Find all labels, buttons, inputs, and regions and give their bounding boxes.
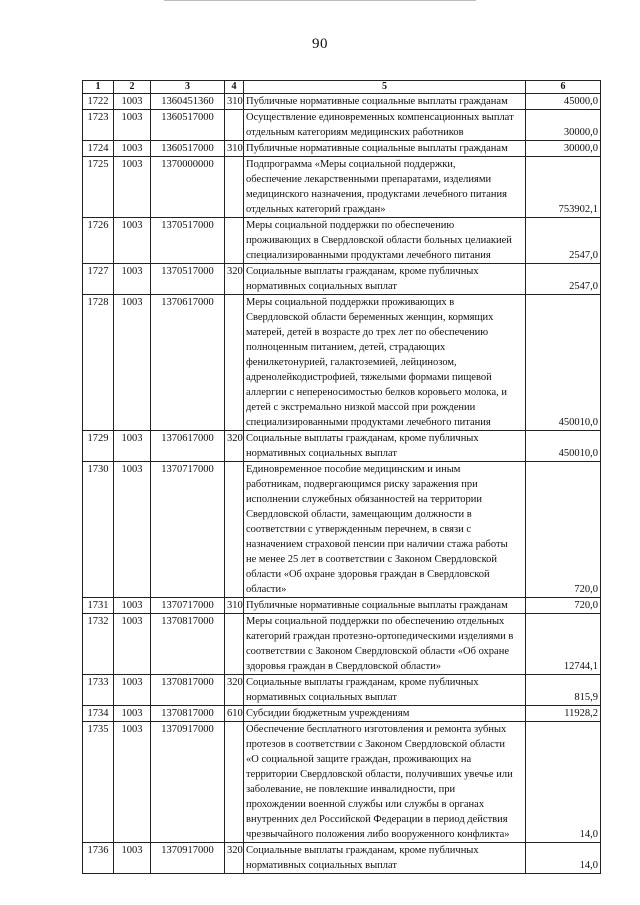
description-cell: Публичные нормативные социальные выплаты гражданам xyxy=(244,598,526,614)
target-article-cell: 1370717000 xyxy=(151,598,225,614)
description-cell: Публичные нормативные социальные выплаты гражданам xyxy=(244,94,526,110)
table-row xyxy=(83,706,601,722)
expense-type-cell xyxy=(225,157,244,218)
description-cell: Обеспечение бесплатного изготовления и ремонта зубных протезов в соответствии с Законом Свердловской области «О социальной защите граждан, проживающих на территории Свердловской области, получивших увечье или заболевание, не повлекшие инвалидности, при прохождении военной службы или службы в органах внутренних дел Российской Федерации в период действия чрезвычайного положения либо вооруженного конфликта» xyxy=(244,722,526,843)
section-code-cell: 1003 xyxy=(114,295,151,431)
table-row xyxy=(83,843,601,874)
section-code-cell: 1003 xyxy=(114,431,151,462)
row-number-cell: 1725 xyxy=(83,157,114,218)
expense-type-cell: 320 xyxy=(225,843,244,874)
header-cell: 2 xyxy=(114,81,151,94)
section-code-cell: 1003 xyxy=(114,462,151,598)
top-rule xyxy=(164,0,476,1)
description-cell: Социальные выплаты гражданам, кроме публичных нормативных социальных выплат xyxy=(244,675,526,706)
header-cell: 6 xyxy=(526,81,601,94)
section-code-cell: 1003 xyxy=(114,722,151,843)
section-code-cell: 1003 xyxy=(114,157,151,218)
row-number-cell: 1733 xyxy=(83,675,114,706)
amount-cell: 450010,0 xyxy=(526,431,601,462)
target-article-cell: 1370817000 xyxy=(151,675,225,706)
amount-cell: 11928,2 xyxy=(526,706,601,722)
row-number-cell: 1729 xyxy=(83,431,114,462)
description-cell: Меры социальной поддержки по обеспечению отдельных категорий граждан протезно-ортопедическими изделиями в соответствии с Законом Свердловской области «Об охране здоровья граждан в Свердловской области» xyxy=(244,614,526,675)
expense-type-cell: 310 xyxy=(225,598,244,614)
target-article-cell: 1370000000 xyxy=(151,157,225,218)
description-cell: Осуществление единовременных компенсационных выплат отдельным категориям медицинских работников xyxy=(244,110,526,141)
table-row xyxy=(83,94,601,110)
target-article-cell: 1360517000 xyxy=(151,110,225,141)
row-number-cell: 1726 xyxy=(83,218,114,264)
table-row xyxy=(83,157,601,218)
header-cell: 1 xyxy=(83,81,114,94)
expense-type-cell: 610 xyxy=(225,706,244,722)
expense-type-cell xyxy=(225,218,244,264)
row-number-cell: 1727 xyxy=(83,264,114,295)
description-cell: Публичные нормативные социальные выплаты гражданам xyxy=(244,141,526,157)
section-code-cell: 1003 xyxy=(114,614,151,675)
table-row xyxy=(83,141,601,157)
target-article-cell: 1370917000 xyxy=(151,843,225,874)
description-cell: Единовременное пособие медицинским и иным работникам, подвергающимся риску заражения при исполнении служебных обязанностей на территории Свердловской области, замещающим должности в соответствии с утвержденным перечнем, в связи с назначением страховой пенсии при наличии стажа работы не менее 25 лет в соответствии с Законом Свердловской области «Об охране здоровья граждан в Свердловской области» xyxy=(244,462,526,598)
section-code-cell: 1003 xyxy=(114,675,151,706)
target-article-cell: 1370617000 xyxy=(151,431,225,462)
section-code-cell: 1003 xyxy=(114,141,151,157)
amount-cell: 2547,0 xyxy=(526,218,601,264)
section-code-cell: 1003 xyxy=(114,94,151,110)
table-row xyxy=(83,431,601,462)
table-row xyxy=(83,462,601,598)
header-cell: 5 xyxy=(244,81,526,94)
expense-type-cell: 310 xyxy=(225,94,244,110)
section-code-cell: 1003 xyxy=(114,218,151,264)
expense-type-cell: 310 xyxy=(225,141,244,157)
amount-cell: 753902,1 xyxy=(526,157,601,218)
row-number-cell: 1724 xyxy=(83,141,114,157)
budget-table xyxy=(82,80,601,874)
table-row xyxy=(83,264,601,295)
section-code-cell: 1003 xyxy=(114,843,151,874)
amount-cell: 815,9 xyxy=(526,675,601,706)
target-article-cell: 1370717000 xyxy=(151,462,225,598)
table-row xyxy=(83,614,601,675)
table-row xyxy=(83,110,601,141)
row-number-cell: 1731 xyxy=(83,598,114,614)
header-cell: 3 xyxy=(151,81,225,94)
description-cell: Субсидии бюджетным учреждениям xyxy=(244,706,526,722)
row-number-cell: 1734 xyxy=(83,706,114,722)
amount-cell: 2547,0 xyxy=(526,264,601,295)
header-cell: 4 xyxy=(225,81,244,94)
expense-type-cell: 320 xyxy=(225,431,244,462)
amount-cell: 720,0 xyxy=(526,462,601,598)
amount-cell: 14,0 xyxy=(526,722,601,843)
table-row xyxy=(83,722,601,843)
target-article-cell: 1370517000 xyxy=(151,264,225,295)
section-code-cell: 1003 xyxy=(114,706,151,722)
amount-cell: 12744,1 xyxy=(526,614,601,675)
row-number-cell: 1735 xyxy=(83,722,114,843)
description-cell: Социальные выплаты гражданам, кроме публичных нормативных социальных выплат xyxy=(244,431,526,462)
amount-cell: 450010,0 xyxy=(526,295,601,431)
row-number-cell: 1736 xyxy=(83,843,114,874)
description-cell: Социальные выплаты гражданам, кроме публичных нормативных социальных выплат xyxy=(244,843,526,874)
row-number-cell: 1730 xyxy=(83,462,114,598)
description-cell: Социальные выплаты гражданам, кроме публичных нормативных социальных выплат xyxy=(244,264,526,295)
target-article-cell: 1360517000 xyxy=(151,141,225,157)
description-cell: Меры социальной поддержки проживающих в Свердловской области беременных женщин, кормящих матерей, детей в возрасте до трех лет по обеспечению полноценным питанием, детей, страдающих фенилкетонурией, галактоземией, лейцинозом, адренолейкодистрофией, тяжелыми формами пищевой аллергии с непереносимостью белков коровьего молока, и детей с экстремально низкой массой при рождении специализированными продуктами лечебного питания xyxy=(244,295,526,431)
expense-type-cell xyxy=(225,295,244,431)
row-number-cell: 1722 xyxy=(83,94,114,110)
expense-type-cell: 320 xyxy=(225,264,244,295)
expense-type-cell xyxy=(225,722,244,843)
amount-cell: 30000,0 xyxy=(526,141,601,157)
table-row xyxy=(83,675,601,706)
expense-type-cell xyxy=(225,614,244,675)
target-article-cell: 1370917000 xyxy=(151,722,225,843)
amount-cell: 30000,0 xyxy=(526,110,601,141)
target-article-cell: 1370817000 xyxy=(151,706,225,722)
section-code-cell: 1003 xyxy=(114,598,151,614)
amount-cell: 45000,0 xyxy=(526,94,601,110)
page-number: 90 xyxy=(312,36,328,52)
amount-cell: 14,0 xyxy=(526,843,601,874)
target-article-cell: 1370817000 xyxy=(151,614,225,675)
description-cell: Меры социальной поддержки по обеспечению проживающих в Свердловской области больных целиакией специализированными продуктами лечебного питания xyxy=(244,218,526,264)
target-article-cell: 1370617000 xyxy=(151,295,225,431)
row-number-cell: 1728 xyxy=(83,295,114,431)
section-code-cell: 1003 xyxy=(114,110,151,141)
table-row xyxy=(83,295,601,431)
expense-type-cell xyxy=(225,110,244,141)
target-article-cell: 1370517000 xyxy=(151,218,225,264)
row-number-cell: 1723 xyxy=(83,110,114,141)
table-header-row xyxy=(83,81,601,94)
amount-cell: 720,0 xyxy=(526,598,601,614)
row-number-cell: 1732 xyxy=(83,614,114,675)
target-article-cell: 1360451360 xyxy=(151,94,225,110)
expense-type-cell: 320 xyxy=(225,675,244,706)
section-code-cell: 1003 xyxy=(114,264,151,295)
table-row xyxy=(83,598,601,614)
expense-type-cell xyxy=(225,462,244,598)
table-row xyxy=(83,218,601,264)
description-cell: Подпрограмма «Меры социальной поддержки, обеспечение лекарственными препаратами, изделиями медицинского назначения, продуктами лечебного питания отдельных категорий граждан» xyxy=(244,157,526,218)
